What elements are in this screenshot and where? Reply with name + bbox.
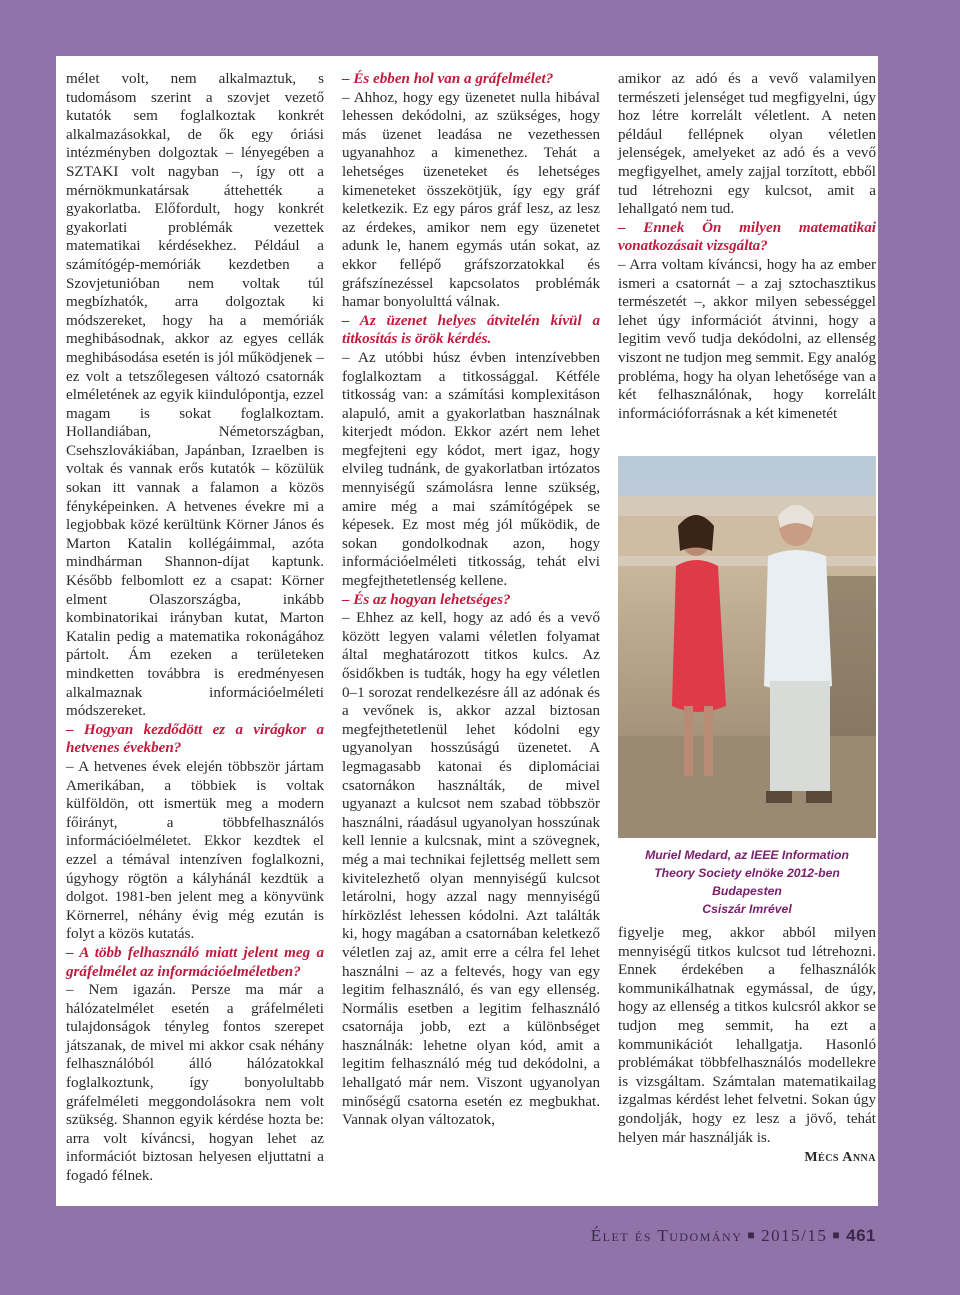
author-name: Mécs Anna <box>804 1150 876 1166</box>
article-page <box>56 56 878 1206</box>
paragraph: – Arra voltam kíváncsi, hogy ha az ember ismeri a csatornát – a zaj sztochasztikus természetét –, akkor milyen sebességgel lehet úgy információt átvinni, hogy a legitim vevő tudja dekódolni, az ellenség viszont ne tudjon meg semmit. Egy analóg probléma, hogy ha olyan lehetősége van a két felhasználónak, hogy korrelált információforrásnak a két kimenetét <box>618 256 876 422</box>
interview-question: – A több felhasználó miatt jelent meg a gráfelmélet az információelméletben? <box>66 944 324 980</box>
footer-info: Élet és Tudomány ■ 2015/15 ■ 461 <box>590 1226 876 1245</box>
author-signature <box>618 1149 876 1168</box>
paragraph: figyelje meg, akkor abból milyen mennyiségű titkos kulcsot tud létrehozni. Ennek érdekében a felhasználók kommunikálhatnak egymással, de úgy, hogy az ellenség a titkos kulcsról akkor se tudjon meg semmit, ha ezt a kommunikációt lehallgatja. Hasonló problémákat többfelhasználós modellekre is vizsgáltam. Számtalan matematikailag izgalmas kérdést lehet felvetni. Sokan úgy gondolják, hogy ez lesz a jövő, tehát helyen már használják is. <box>618 925 876 1146</box>
photo-caption <box>618 846 876 918</box>
caption-line: Csiszár Imrével <box>702 902 792 916</box>
interview-question: – És az hogyan lehetséges? <box>342 591 511 608</box>
left-border <box>0 56 56 1206</box>
right-border <box>878 56 960 1206</box>
interview-question: – Az üzenet helyes átvitelén kívül a titkosítás is örök kérdés. <box>342 312 600 348</box>
paragraph: – Nem igazán. Persze ma már a hálózatelmélet esetén a gráfelméleti tulajdonságok tényleg fontos szerepet játszanak, de mivel mi akkor csak néhány felhasználóból álló hálózatokkal foglalkoztunk, így bonyolultabb gráfelméleti meggondolásokra nem volt szükség. Shannon egyik kérdése hozta be: arra volt kíváncsi, hogyan lehet az információt biztosan helyesen eljuttatni a fogadó félnek. <box>66 982 324 1185</box>
paragraph: mélet volt, nem alkalmaztuk, s tudomásom szerint a szovjet vezető kutatók sem foglalkoztak konkrét alkalmazásokkal, de ők egy óriási intézményben dolgoztak – lényegében a SZTAKI volt nagyban –, így ott a mérnökmunkatársak áttehették a gyakorlatba. Előfordult, hogy konkrét gyakorlati problémák vezettek matematikai kérdésekhez. Például a számítógép-memóriák kezdetben a Szovjetunióban nem voltak túl megbízhatók, arra dolgoztak ki módszereket, hogy ha a memóriák meghibásodnak, akkor az egyes cellák meghibásodása esetén is jól működjenek – ez volt a tetszőlegesen változó csatornák elméletének az egyik kiindulópontja, ezzel magam is sokat foglalkoztam. Hollandiában, Németországban, Csehszlovákiában, Japánban, Izraelben is voltak és vannak erős kutatók – közülük sokan itt vannak a falamon a közös fényképeinken. A hetvenes évekre mi a legjobbak közé kerültünk Körner János és Marton Katalin kollégáimmal, azóta mindhárman Shannon-díjat kaptunk. Később felbomlott ez a csapat: Körner elment Olaszországba, inkább kombinatorikai irányban kutat, Marton Katalin pedig a matematika rokonágához pártolt. Ám ezeken a területeken mindketten továbbra is eredményesen alkalmaznak információelméleti módszereket. <box>66 71 324 720</box>
column-3-bottom <box>618 924 876 1182</box>
paragraph: – Ehhez az kell, hogy az adó és a vevő között legyen valami véletlen folyamat által meghatározott titkos kulcs. Az ősidőkben is tudták, hogy ha egy véletlen 0–1 sorozat rendelkezésre áll az adónak és a vevőnek is, akkor azzal biztosan megfejthetetlenül lehet kódolni egy ugyanolyan hosszúságú üzenetet. A legmagasabb katonai és diplomáciai csatornákon használták, de mivel ugyanazt a kulcsot nem szabad többször használni, ráadásul ugyanolyan hosszúnak kell lennie a kulcsnak, mint a szövegnek, még a mai technikai fejlettség mellett sem kivitelezhető olyan mennyiségű kulcsot letárolni, hogy azzal nagy mennyiségű hírközlést lehessen kódolni. Azt találták ki, hogy magában a csatornában keletkező véletlen zaj az, amit erre a célra fel lehet használni – az a feltevés, hogy van egy legitim felhasználó, és van egy ellenség. Normális esetben a legitim felhasználó csatornája jobb, ezt a különbséget használnák: lehetne olyan kód, amit a legitim felhasználó még tud dekódolni, a lehallgató már nem. Viszont ugyanolyan minőségű csatorna esetén ez megbukhat. Vannak olyan változatok, <box>342 610 600 1129</box>
column-1 <box>66 70 324 1186</box>
interview-question: – És ebben hol van a gráfelmélet? <box>342 71 554 87</box>
paragraph: – A hetvenes évek elején többször jártam Amerikában, a többiek is voltak külföldön, ott ismertük meg a modern főirányt, a többfelhasználós információelméletet. Ekkor kezdtek el ezzel a témával intenzíven foglalkozni, úgyhogy rögtön a kályhánál kezdtük a dolgot. 1981-ben jelent meg a könyvünk Körnerrel, néhány évig még ezután is folyt a közös kutatás. <box>66 758 324 943</box>
paragraph: – Ahhoz, hogy egy üzenetet nulla hibával lehessen dekódolni, az szükséges, hogy más üzenet leadása ne vezethessen ugyanahhoz a kimenethez. Tehát a lehetséges üzeneteket és lehetséges kimeneteket összekötjük, így egy gráf keletkezik. Ez egy páros gráf lesz, az lesz az érdekes, amikor nem egy üzenetet adunk le, hanem egymás után sokat, az ekkor fellépő gráfszorzatokkal és gráfszínezéssel kapcsolatos problémák hamar bonyolulttá válnak. <box>342 89 600 311</box>
magazine-title: Élet és Tudomány <box>590 1226 743 1245</box>
column-2 <box>342 70 600 1130</box>
page-footer <box>0 1206 960 1295</box>
interview-question: – Ennek Ön milyen matematikai vonatkozásait vizsgálta? <box>618 219 876 255</box>
paragraph: amikor az adó és a vevő valamilyen természeti jelenséget tud megfigyelni, úgy hoz létre korrelált véletlent. A neten például fellépnek olyan véletlen jelenségek, amelyeket az adó és a vevő megfigyelhet, amely zajjal torzított, ebből tud létrehozni egy kulcsot, amit a lehallgató nem tud. <box>618 71 876 218</box>
caption-line: Muriel Medard, az IEEE Information <box>645 848 849 862</box>
column-3-top <box>618 70 876 423</box>
top-border <box>0 0 960 56</box>
photo <box>618 456 876 838</box>
caption-line: Theory Society elnöke 2012-ben Budapesten <box>654 866 840 898</box>
page-number: 461 <box>846 1226 876 1245</box>
paragraph: – Az utóbbi húsz évben intenzívebben foglalkoztam a titkossággal. Kétféle titkosság van: a számítási komplexitáson alapuló, amit a gyakorlatban használnak kiterjedt módon. Ekkor azért nem lehet megfejteni egy kódot, mert igaz, hogy elvileg tudnánk, de gyakorlatban irtózatos mennyiségű számolásra lenne szükség, amire még a mai számítógépek se képesek. Ez most még jól működik, de sokan gondolkodnak azon, hogy információelméleti titkosság, tehát elvi megfejthetetlenség kellene. <box>342 349 600 590</box>
interview-question: – Hogyan kezdődött ez a virágkor a hetvenes években? <box>66 721 324 757</box>
photo-illustration <box>618 456 876 838</box>
issue-number: 2015/15 <box>761 1226 828 1245</box>
